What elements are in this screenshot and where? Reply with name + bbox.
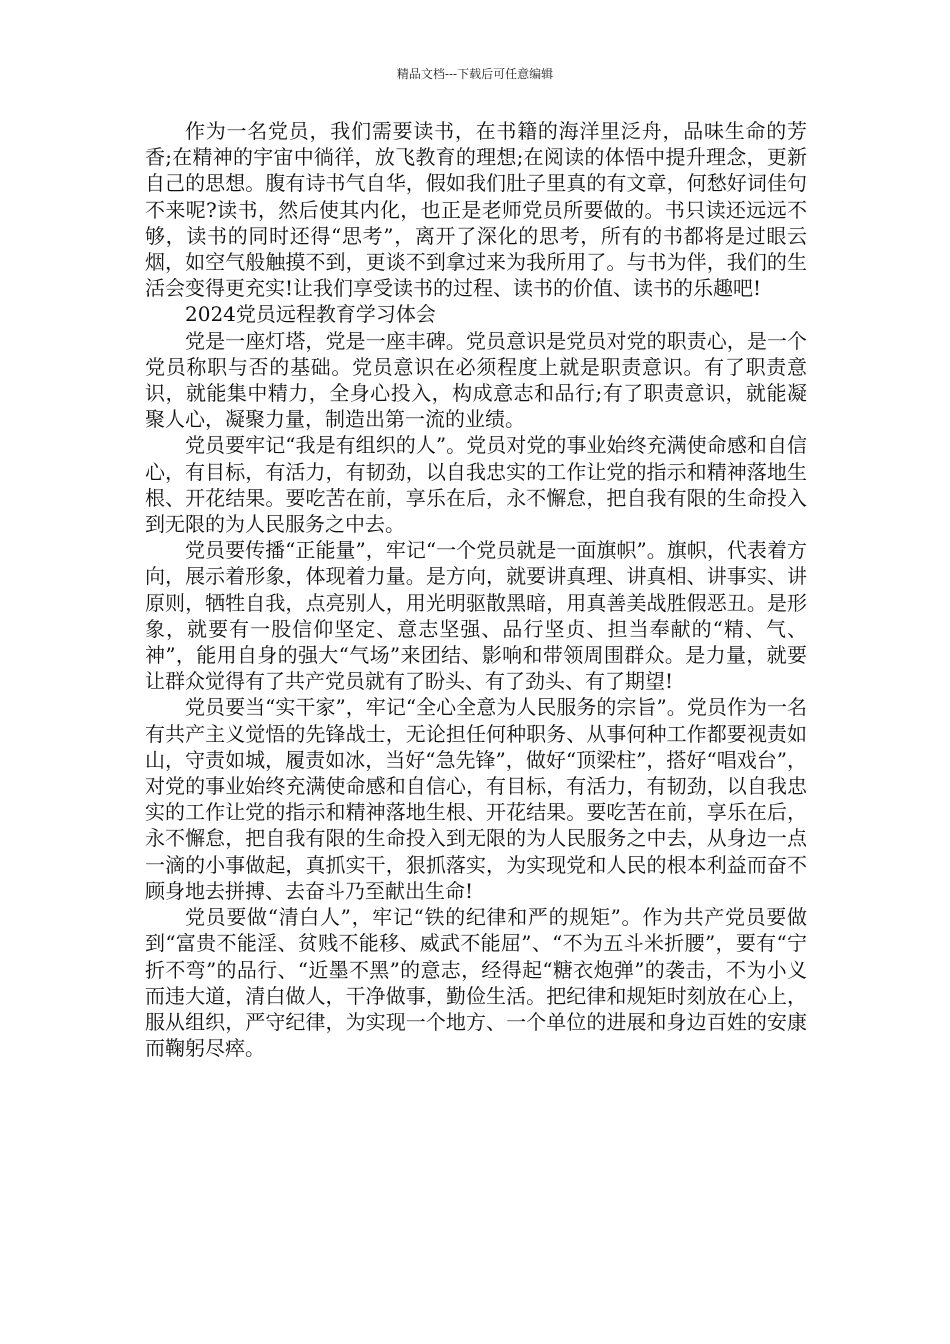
paragraph-doer: 党员要当“实干家”，牢记“全心全意为人民服务的宗旨”。党员作为一名有共产主义觉悟的先锋战士，无论担任何种职务、从事何种工作都要视责如山，守责如城，履责如冰，当好“急先锋”，做好“顶梁柱”，搭好“唱戏台”，对党的事业始终充满使命感和自信心，有目标，有活力，有韧劲，以自我忠实的工作让党的指示和精神落地生根、开花结果。要吃苦在前，享乐在后，永不懈怠，把自我有限的生命投入到无限的为人民服务之中去，从身边一点一滴的小事做起，真抓实干，狠抓落实，为实现党和人民的根本利益而奋不顾身地去拼搏、去奋斗乃至献出生命! xyxy=(145,695,807,903)
document-body xyxy=(145,118,807,1061)
paragraph-clean-person: 党员要做“清白人”，牢记“铁的纪律和严的规矩”。作为共产党员要做到“富贵不能淫、贫贱不能移、威武不能屈”、“不为五斗米折腰”，要有“宁折不弯”的品行、“近墨不黑”的意志，经得起“糖衣炮弹”的袭击，不为小义而违大道，清白做人，干净做事，勤俭生活。把纪律和规矩时刻放在心上，服从组织，严守纪律，为实现一个地方、一个单位的进展和身边百姓的安康而鞠躬尽瘁。 xyxy=(145,905,807,1061)
section-title: 2024党员远程教育学习体会 xyxy=(185,302,436,327)
paragraph-positive-energy: 党员要传播“正能量”，牢记“一个党员就是一面旗帜”。旗帜，代表着方向，展示着形象，体现着力量。是方向，就要讲真理、讲真相、讲事实、讲原则，牺牲自我，点亮别人，用光明驱散黑暗，用真善美战胜假恶丑。是形象，就要有一股信仰坚定、意志坚强、品行坚贞、担当奉献的“精、气、神”，能用自身的强大“气场”来团结、影响和带领周围群众。是力量，就要让群众觉得有了共产党员就有了盼头、有了劲头、有了期望! xyxy=(145,538,807,694)
paragraph-party-awareness: 党是一座灯塔，党是一座丰碑。党员意识是党员对党的职责心，是一个党员称职与否的基础。党员意识在必须程度上就是职责意识。有了职责意识，就能集中精力，全身心投入，构成意志和品行;有了职责意识，就能凝聚人心，凝聚力量，制造出第一流的业绩。 xyxy=(145,328,807,432)
paragraph-reading: 作为一名党员，我们需要读书，在书籍的海洋里泛舟，品味生命的芳香;在精神的宇宙中徜徉，放飞教育的理想;在阅读的体悟中提升理念，更新自己的思想。腹有诗书气自华，假如我们肚子里真的有文章，何愁好词佳句不来呢?读书，然后使其内化，也正是老师党员所要做的。书只读还远远不够，读书的同时还得“思考”，离开了深化的思考，所有的书都将是过眼云烟，如空气般触摸不到，更谈不到拿过来为我所用了。与书为伴，我们的生活会变得更充实!让我们享受读书的过程、读书的价值、读书的乐趣吧! xyxy=(145,119,807,301)
paragraph-organized-person: 党员要牢记“我是有组织的人”。党员对党的事业始终充满使命感和自信心，有目标，有活力，有韧劲，以自我忠实的工作让党的指示和精神落地生根、开花结果。要吃苦在前，享乐在后，永不懈怠，把自我有限的生命投入到无限的为人民服务之中去。 xyxy=(145,433,807,537)
page-header: 精品文档---下载后可任意编辑 xyxy=(396,67,554,81)
